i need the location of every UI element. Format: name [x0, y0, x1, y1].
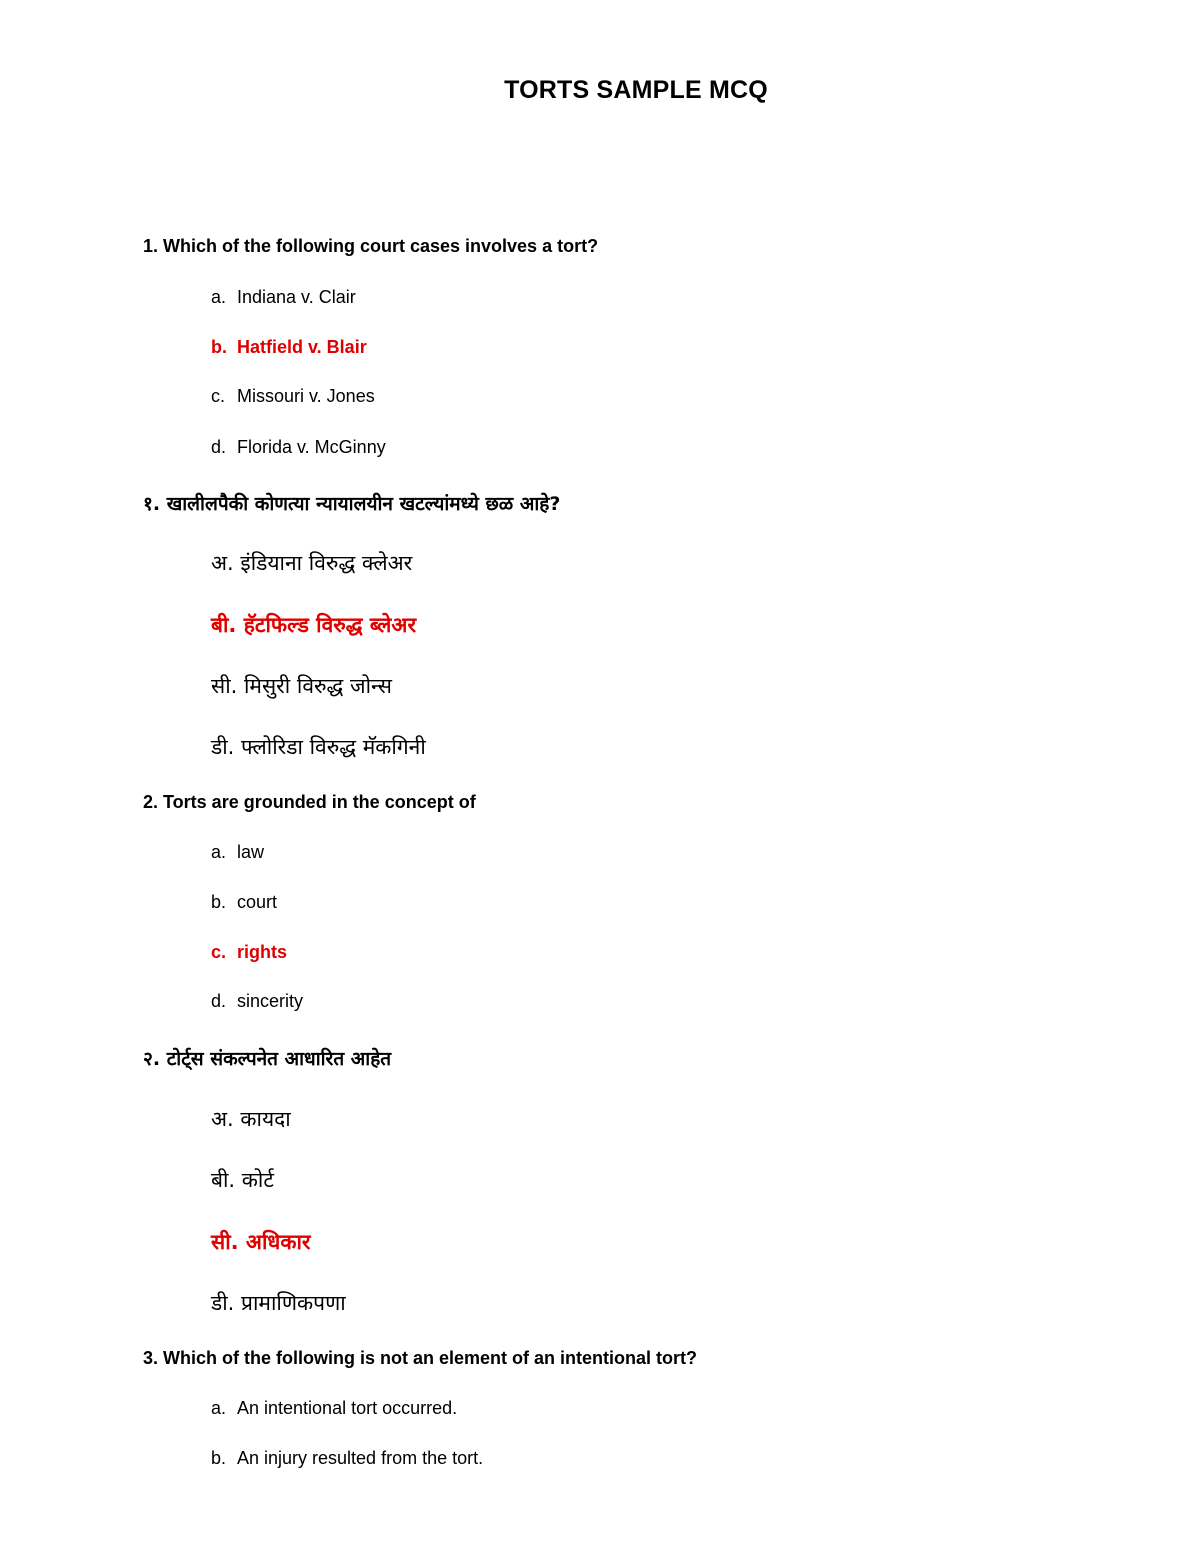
option-text: An intentional tort occurred. — [237, 1398, 458, 1418]
option-text: court — [237, 892, 278, 912]
q2-option-b — [211, 892, 277, 913]
q1-option-a — [211, 287, 356, 308]
q1-marathi-option-c: सी. मिसुरी विरुद्ध जोन्स — [211, 674, 392, 698]
q2-option-d — [211, 991, 303, 1012]
option-marker: b. — [211, 892, 227, 912]
option-text: An injury resulted from the tort. — [237, 1448, 484, 1468]
option-marker: c. — [211, 386, 226, 406]
option-marker: a. — [211, 287, 227, 307]
question-2-marathi: २. टोर्ट्स संकल्पनेत आधारित आहेत — [143, 1048, 392, 1070]
q2-marathi-option-a: अ. कायदा — [211, 1107, 291, 1131]
q2-option-a — [211, 842, 264, 863]
q1-marathi-option-a: अ. इंडियाना विरुद्ध क्लेअर — [211, 551, 413, 575]
question-1: 1. Which of the following court cases involves a tort? — [143, 236, 599, 256]
option-text: sincerity — [237, 991, 304, 1011]
question-2: 2. Torts are grounded in the concept of — [143, 792, 476, 812]
q3-option-b — [211, 1448, 483, 1469]
q3-option-a — [211, 1398, 457, 1419]
option-marker: d. — [211, 437, 227, 457]
q2-option-c-correct — [211, 942, 287, 963]
option-marker: a. — [211, 842, 227, 862]
option-text: Hatfield v. Blair — [237, 337, 367, 357]
option-text: Missouri v. Jones — [237, 386, 375, 406]
option-marker: b. — [211, 1448, 227, 1468]
option-marker: d. — [211, 991, 227, 1011]
option-marker: b. — [211, 337, 227, 357]
q1-option-b-correct — [211, 337, 367, 358]
q1-option-d — [211, 437, 386, 458]
q2-marathi-option-c-correct: सी. अधिकार — [211, 1230, 311, 1254]
option-text: rights — [237, 942, 288, 962]
question-3: 3. Which of the following is not an element of an intentional tort? — [143, 1348, 697, 1368]
option-marker: c. — [211, 942, 227, 962]
document-title: TORTS SAMPLE MCQ — [504, 76, 768, 104]
q1-marathi-option-b-correct: बी. हॅटफिल्ड विरुद्ध ब्लेअर — [211, 613, 417, 637]
q2-marathi-option-d: डी. प्रामाणिकपणा — [211, 1291, 346, 1315]
question-1-marathi: १. खालीलपैकी कोणत्या न्यायालयीन खटल्यांमध्ये छळ आहे? — [143, 493, 561, 515]
option-text: Florida v. McGinny — [237, 437, 386, 457]
q1-marathi-option-d: डी. फ्लोरिडा विरुद्ध मॅकगिनी — [211, 735, 426, 759]
option-text: law — [237, 842, 265, 862]
q2-marathi-option-b: बी. कोर्ट — [211, 1168, 274, 1192]
option-text: Indiana v. Clair — [237, 287, 356, 307]
option-marker: a. — [211, 1398, 227, 1418]
q1-option-c — [211, 386, 375, 407]
